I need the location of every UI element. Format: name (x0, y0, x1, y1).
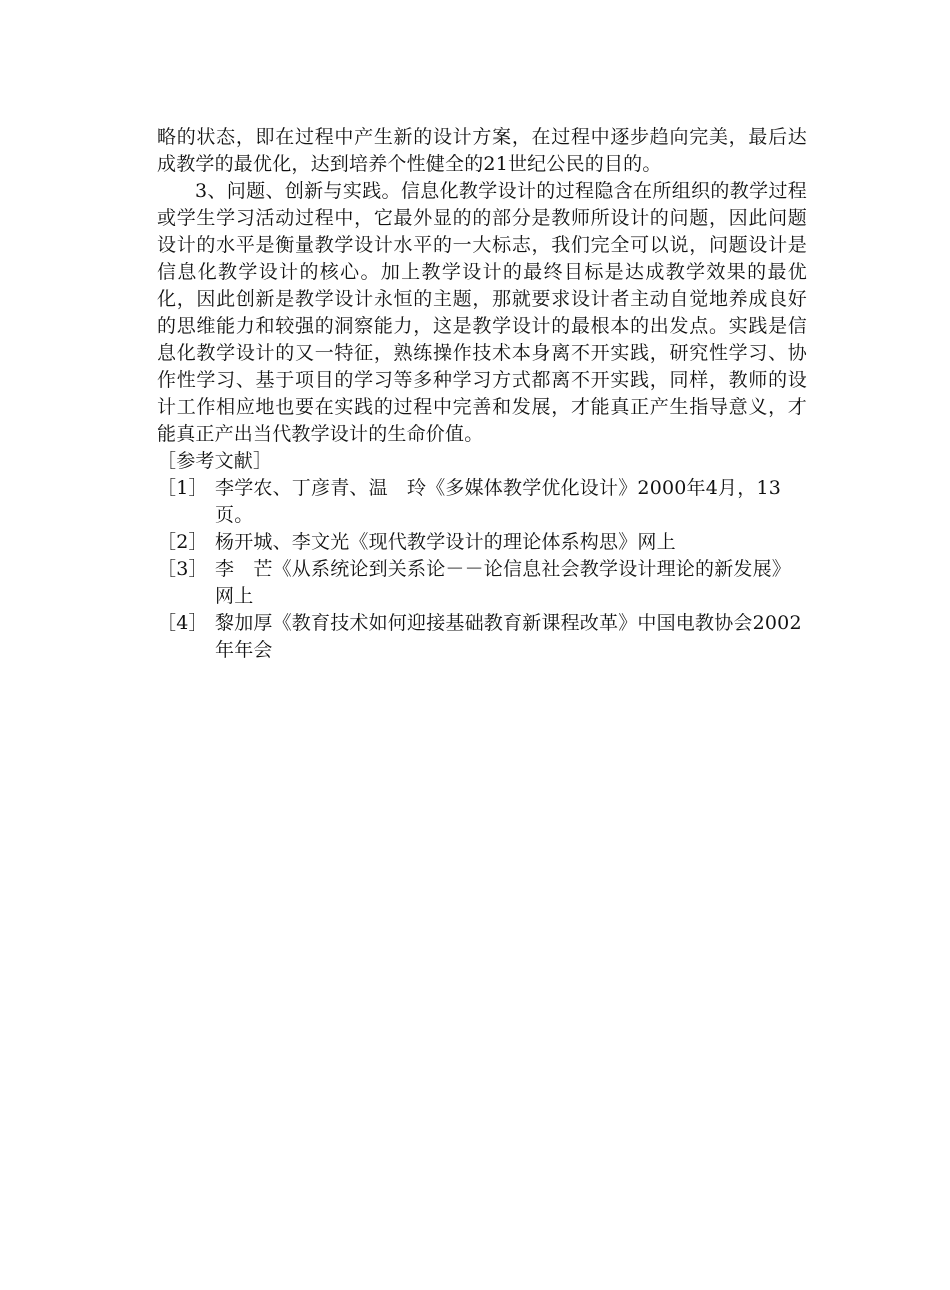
reference-number: ［3］ (157, 558, 208, 580)
reference-item (157, 529, 807, 556)
reference-text: 李学农、丁彦青、温 玲《多媒体教学优化设计》2000年4月，13页。 (215, 477, 782, 526)
body-paragraph: 3、问题、创新与实践。信息化教学设计的过程隐含在所组织的教学过程或学生学习活动过程中，它最外显的的部分是教师所设计的问题，因此问题设计的水平是衡量教学设计水平的一大标志，我们完全可以说，问题设计是信息化教学设计的核心。加上教学设计的最终目标是达成教学效果的最优化，因此创新是教学设计永恒的主题，那就要求设计者主动自觉地养成良好的思维能力和较强的洞察能力，这是教学设计的最根本的出发点。实践是信息化教学设计的又一特征，熟练操作技术本身离不开实践，研究性学习、协作性学习、基于项目的学习等多种学习方式都离不开实践，同样，教师的设计工作相应地也要在实践的过程中完善和发展，才能真正产生指导意义，才能真正产出当代教学设计的生命价值。 (157, 180, 807, 445)
reference-text: 黎加厚《教育技术如何迎接基础教育新课程改革》中国电教协会2002年年会 (215, 612, 802, 661)
reference-text: 李 芒《从系统论到关系论－－论信息社会教学设计理论的新发展》网上 (215, 558, 792, 607)
reference-item (157, 610, 807, 664)
document-page (157, 124, 807, 664)
body-paragraph: 略的状态，即在过程中产生新的设计方案，在过程中逐步趋向完美，最后达成教学的最优化，达到培养个性健全的21世纪公民的目的。 (157, 126, 807, 175)
reference-number: ［4］ (157, 612, 208, 634)
reference-number: ［2］ (157, 531, 208, 553)
reference-number: ［1］ (157, 477, 208, 499)
reference-item (157, 475, 807, 529)
references-heading: ［参考文献］ (157, 450, 273, 472)
reference-item (157, 556, 807, 610)
reference-text: 杨开城、李文光《现代教学设计的理论体系构思》网上 (215, 531, 676, 553)
